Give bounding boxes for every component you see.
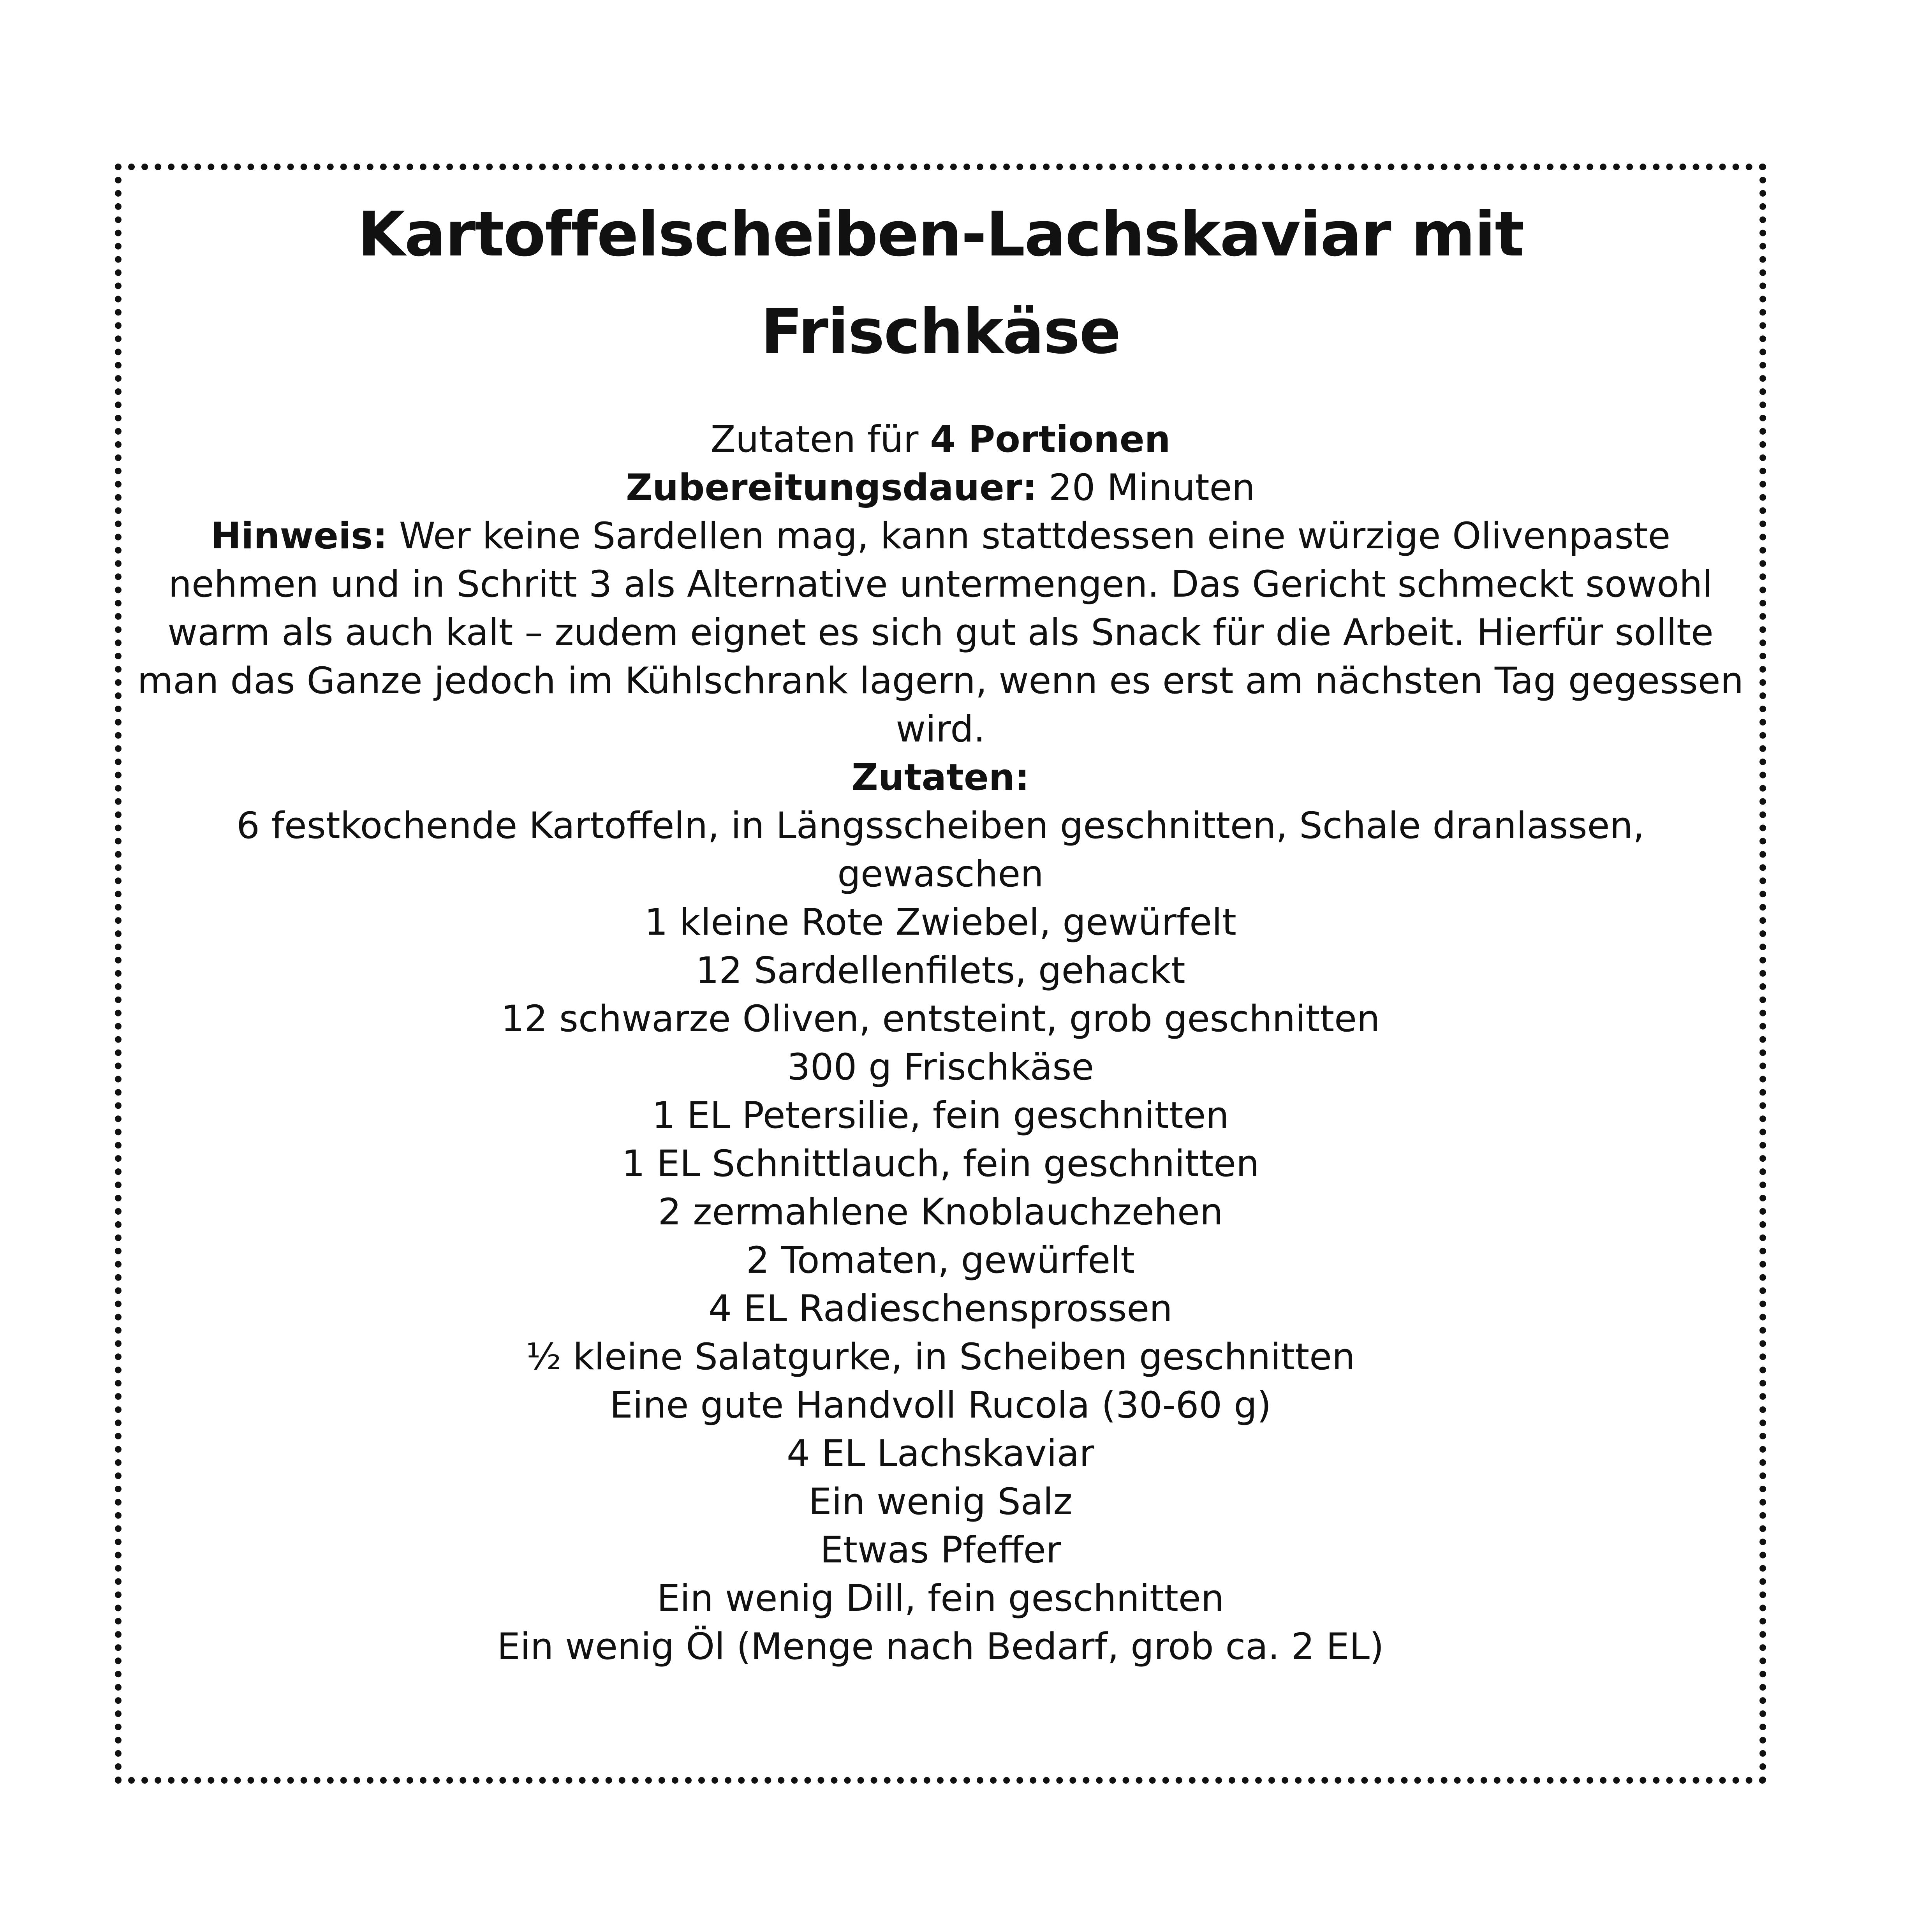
ingredient-item: 2 zermahlene Knoblauchzehen [658, 1191, 1223, 1233]
ingredient-item: 1 EL Schnittlauch, fein geschnitten [622, 1143, 1259, 1185]
ingredient-item: 12 Sardellenfilets, gehackt [696, 949, 1185, 992]
ingredient-item: Ein wenig Dill, fein geschnitten [657, 1577, 1224, 1620]
ingredient-item: 12 schwarze Oliven, entsteint, grob geschnitten [501, 998, 1380, 1040]
recipe-title-line-1: Kartoffelscheiben-Lachskaviar mit [358, 199, 1523, 270]
ingredient-item: 4 EL Radieschensprossen [708, 1287, 1173, 1330]
servings-line [137, 416, 1744, 464]
duration-value: 20 Minuten [1037, 467, 1255, 509]
recipe-title-line-2: Frischkäse [761, 296, 1120, 368]
ingredient-item: 1 kleine Rote Zwiebel, gewürfelt [645, 901, 1236, 944]
servings-value: 4 Portionen [930, 418, 1171, 461]
recipe-title [137, 186, 1744, 380]
note-text: Wer keine Sardellen mag, kann stattdessen eine würzige Olivenpaste nehmen und in Schritt 3 als Alternative untermengen. Das Gericht schmeckt sowohl warm als auch kalt – zudem eignet es sich gut als Snack für die Arbeit. Hierfür sollte man das Ganze jedoch im Kühlschrank lagern, wenn es erst am nächsten Tag gegessen wird. [137, 515, 1744, 750]
note-block [137, 512, 1744, 754]
ingredient-item: ½ kleine Salatgurke, in Scheiben geschnitten [526, 1336, 1355, 1378]
servings-prefix: Zutaten für [710, 418, 930, 461]
ingredient-item: Ein wenig Öl (Menge nach Bedarf, grob ca. 2 EL) [497, 1626, 1384, 1668]
note-label: Hinweis: [210, 515, 387, 557]
ingredient-item: 4 EL Lachskaviar [787, 1432, 1094, 1475]
duration-label: Zubereitungsdauer: [626, 467, 1037, 509]
ingredients-list [137, 802, 1744, 1671]
recipe-card [115, 164, 1766, 1784]
ingredient-item: Ein wenig Salz [808, 1481, 1073, 1523]
recipe-meta [137, 416, 1744, 1671]
ingredient-item: Etwas Pfeffer [820, 1529, 1061, 1571]
ingredient-item: 2 Tomaten, gewürfelt [746, 1239, 1135, 1282]
duration-line [137, 464, 1744, 512]
ingredient-item: Eine gute Handvoll Rucola (30-60 g) [609, 1384, 1272, 1427]
ingredients-heading [137, 754, 1744, 802]
ingredient-item: 1 EL Petersilie, fein geschnitten [652, 1094, 1229, 1137]
note-paragraph [137, 512, 1744, 754]
ingredients-heading-label: Zutaten: [851, 756, 1030, 799]
ingredient-item: 300 g Frischkäse [787, 1046, 1094, 1088]
recipe-content [137, 186, 1744, 1671]
ingredient-item: 6 festkochende Kartoffeln, in Längsscheiben geschnitten, Schale dranlassen, gewaschen [236, 805, 1645, 895]
